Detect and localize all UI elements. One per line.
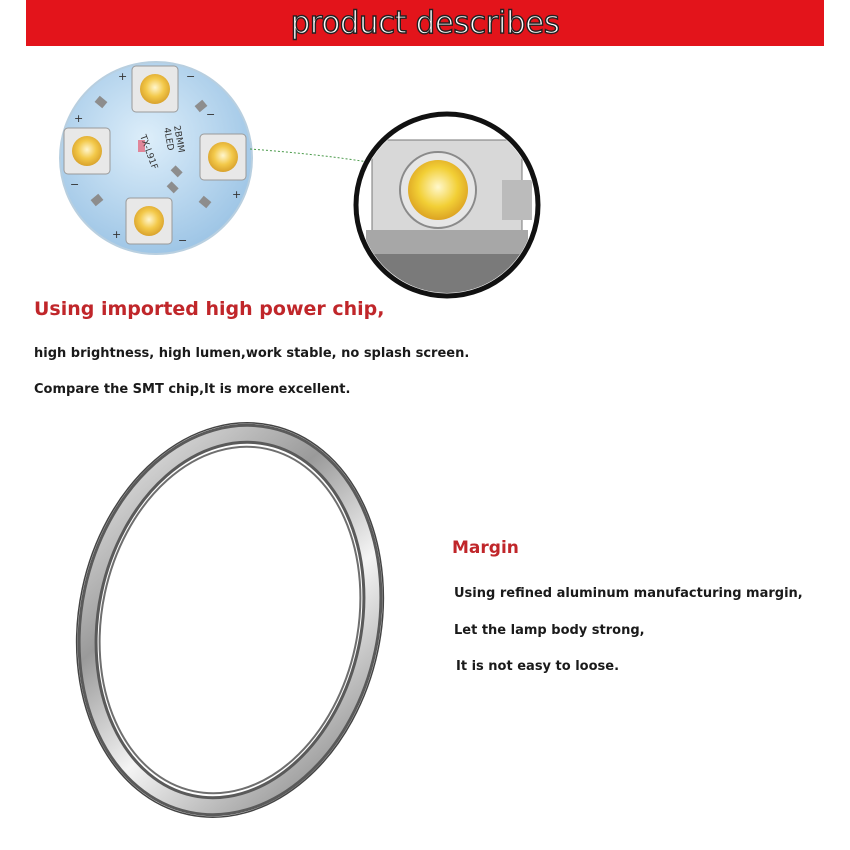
led-board-image	[56, 58, 256, 258]
board-marking-leds: 4LED	[161, 126, 175, 152]
banner-title: product describes	[290, 5, 560, 41]
chip-line-1: high brightness, high lumen,work stable, no splash screen.	[34, 346, 470, 361]
margin-heading: Margin	[452, 538, 519, 558]
margin-line-2: Let the lamp body strong,	[454, 623, 645, 638]
svg-text:+: +	[232, 188, 242, 201]
margin-line-1: Using refined aluminum manufacturing margin,	[454, 586, 803, 601]
chip-zoom-image	[352, 110, 542, 300]
svg-text:−: −	[178, 234, 188, 247]
aluminum-ring-image	[70, 420, 390, 820]
margin-line-3: It is not easy to loose.	[456, 659, 620, 674]
svg-text:−: −	[186, 70, 196, 83]
svg-text:+: +	[112, 228, 122, 241]
title-banner	[26, 0, 824, 46]
svg-text:+: +	[118, 70, 128, 83]
board-marking-model: 2BMM	[171, 124, 186, 154]
svg-text:−: −	[206, 108, 216, 121]
chip-heading: Using imported high power chip,	[34, 298, 385, 320]
led-bottom	[126, 198, 172, 244]
board-marking-part: TX-L91F	[137, 133, 159, 171]
chip-line-2: Compare the SMT chip,It is more excellent.	[34, 382, 351, 397]
led-right	[200, 134, 246, 180]
svg-text:+: +	[74, 112, 84, 125]
svg-text:−: −	[70, 178, 80, 191]
led-left	[64, 128, 110, 174]
led-top	[132, 66, 178, 112]
